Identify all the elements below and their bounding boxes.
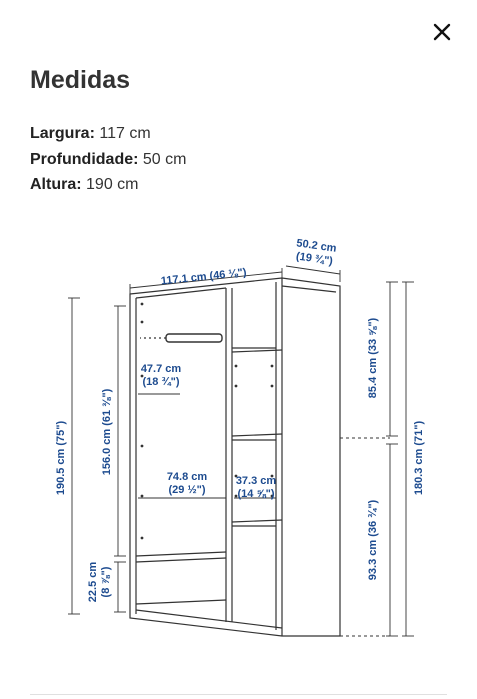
height-lower-label: 93.3 cm (36 ¾")	[367, 499, 379, 581]
dimension-lines	[68, 266, 414, 636]
width-right-label-inch: (14 ⅝")	[237, 488, 275, 500]
width-left-label-inch: (29 ½")	[168, 484, 206, 496]
spec-depth	[30, 149, 186, 175]
spec-value: 50 cm	[142, 150, 187, 168]
wardrobe-dimension-diagram	[50, 226, 450, 646]
spec-value: 190 cm	[86, 176, 139, 193]
spec-value: 117 cm	[99, 125, 151, 142]
spec-label: Profundidade:	[30, 150, 139, 168]
height-base-label: 22.5 cm	[87, 561, 99, 603]
width-left-label: 74.8 cm	[166, 471, 208, 483]
width-right-label: 37.3 cm	[235, 475, 277, 487]
spec-height	[30, 174, 186, 200]
spec-label: Altura:	[30, 176, 82, 193]
close-icon	[432, 22, 452, 42]
height-inner-label: 180.3 cm (71")	[413, 420, 425, 496]
depth-inner-label-inch: (18 ¾")	[142, 376, 180, 388]
width-top-label: 117.1 cm (46 ⅛")	[160, 266, 248, 288]
page-title: Medidas	[30, 66, 131, 94]
spec-width	[30, 123, 186, 149]
bottom-divider	[30, 694, 447, 695]
wardrobe-illustration	[130, 278, 340, 636]
height-base-label-inch: (8 ⅞")	[100, 566, 112, 598]
dimension-specs	[30, 123, 186, 200]
height-total-label: 190.5 cm (75")	[55, 420, 67, 496]
depth-top-label-inch: (19 ¾")	[295, 250, 334, 268]
depth-top-label: 50.2 cm	[295, 237, 338, 255]
spec-label: Largura:	[30, 125, 95, 142]
height-rail-label: 156.0 cm (61 ⅜")	[101, 388, 113, 476]
height-upper-label: 85.4 cm (33 ⅝")	[367, 317, 379, 399]
close-button[interactable]	[424, 14, 460, 50]
depth-inner-label: 47.7 cm	[140, 363, 182, 375]
